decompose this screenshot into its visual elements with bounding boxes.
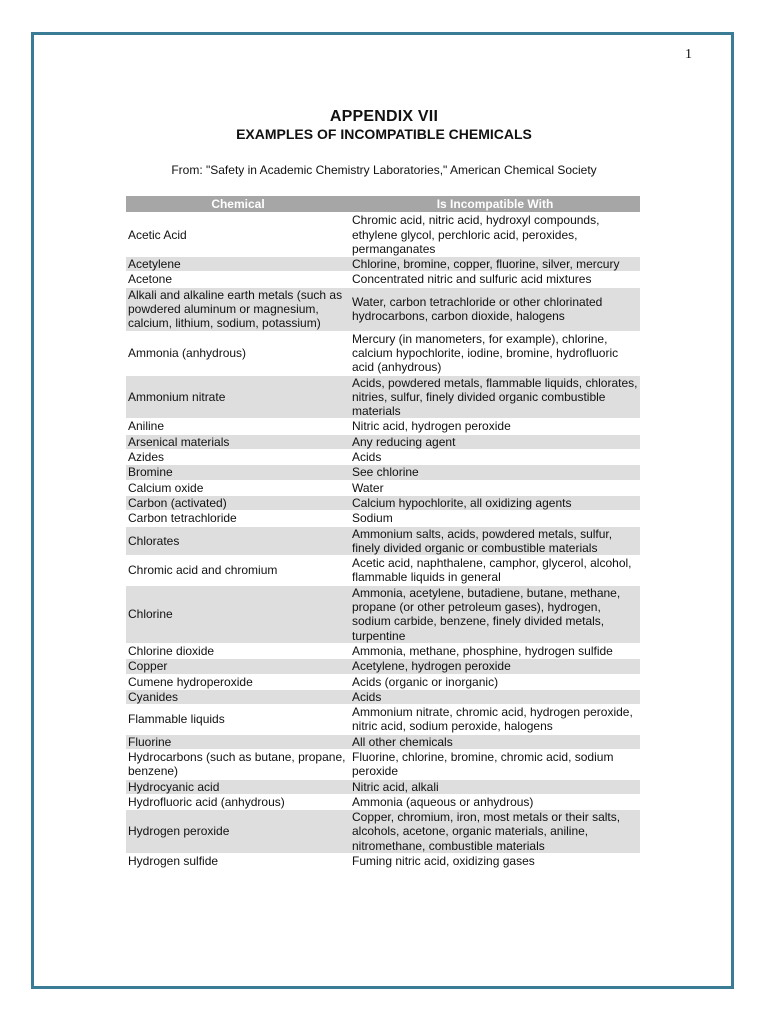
page-title: APPENDIX VII [329,108,439,125]
incompatible-cell: Acids [352,450,382,465]
chemical-cell: Acetylene [126,257,350,272]
incompatible-cell: See chlorine [350,465,640,480]
incompatible-cell: Acetylene, hydrogen peroxide [350,659,640,674]
table-row [126,810,640,854]
table-row [126,526,640,556]
incompatible-cell: Chlorine, bromine, copper, fluorine, silver, mercury [350,257,640,272]
table-row [126,450,640,465]
incompatible-cell: Acids [350,689,640,704]
incompatible-cell: Water [352,480,384,495]
table-row [126,674,640,689]
chemical-cell: Azides [128,450,165,465]
incompatible-cell: Ammonia (aqueous or anhydrous) [352,794,534,809]
incompatible-cell: Ammonium salts, acids, powdered metals, sulfur, finely divided organic or combustible materials [350,526,640,556]
table-row [126,689,640,704]
incompatible-cell: Calcium hypochlorite, all oxidizing agents [350,495,640,510]
table-row [126,495,640,510]
table-row [126,465,640,480]
table-row [126,272,640,287]
table-row [126,659,640,674]
table-row [126,434,640,449]
chemical-cell: Hydrocarbons (such as butane, propane, benzene) [128,749,346,779]
table-row [126,257,640,272]
chemical-cell: Hydrogen sulfide [128,854,219,869]
incompatible-cell: Acetic acid, naphthalene, camphor, glycerol, alcohol, flammable liquids in general [352,556,632,585]
table-row [126,705,640,735]
incompatible-cell: Sodium [352,511,393,526]
chemical-cell: Chromic acid and chromium [128,563,278,578]
incompatible-cell: Water, carbon tetrachloride or other chlorinated hydrocarbons, carbon dioxide, halogens [350,287,640,331]
table-row [126,213,640,257]
table-header-row [126,196,640,213]
table-row [126,419,640,434]
chemical-cell: Flammable liquids [128,712,225,727]
incompatible-cell: Any reducing agent [350,434,640,449]
header-incompatible-with: Is Incompatible With [350,196,640,213]
incompatible-cell: Nitric acid, alkali [350,779,640,794]
chemical-cell: Chlorates [126,526,350,556]
incompatible-cell: Ammonium nitrate, chromic acid, hydrogen peroxide, nitric acid, sodium peroxide, halogens [352,705,633,734]
table-row [126,643,640,658]
source-citation: From: "Safety in Academic Chemistry Laboratories," American Chemical Society [171,163,597,177]
chemical-cell: Chlorine [126,585,350,643]
table-body [126,213,640,869]
incompatible-cell: Mercury (in manometers, for example), chlorine, calcium hypochlorite, iodine, bromine, hydrofluoric acid (anhydrous) [352,331,619,375]
chemical-cell: Copper [126,659,350,674]
chemical-cell: Arsenical materials [126,434,350,449]
chemical-cell: Hydrogen peroxide [126,810,350,854]
table-row [126,556,640,586]
chemical-cell: Fluorine [126,734,350,749]
incompatible-cell: Fuming nitric acid, oxidizing gases [352,854,535,869]
table-row [126,794,640,809]
chemical-cell: Hydrocyanic acid [126,779,350,794]
chemical-cell: Hydrofluoric acid (anhydrous) [128,794,285,809]
incompatible-cell: Chromic acid, nitric acid, hydroxyl compounds, ethylene glycol, perchloric acid, peroxides, permanganates [352,213,600,256]
incompatible-cell: All other chemicals [350,734,640,749]
chemical-cell: Bromine [126,465,350,480]
table-row [126,585,640,643]
table-row [126,779,640,794]
chemical-cell: Ammonium nitrate [126,375,350,419]
chemical-cell: Carbon (activated) [126,495,350,510]
table-row [126,375,640,419]
table-row [126,734,640,749]
incompatible-cell: Ammonia, methane, phosphine, hydrogen sulfide [352,643,613,658]
incompatible-cell: Nitric acid, hydrogen peroxide [352,419,511,434]
incompatible-cell: Copper, chromium, iron, most metals or their salts, alcohols, acetone, organic materials, aniline, nitromethane, combustible materials [350,810,640,854]
header-chemical: Chemical [126,196,350,213]
page-subtitle: EXAMPLES OF INCOMPATIBLE CHEMICALS [236,126,532,142]
incompatible-cell: Acids (organic or inorganic) [352,674,499,689]
incompatible-cell: Fluorine, chlorine, bromine, chromic acid, sodium peroxide [352,749,614,779]
incompatible-chemicals-table [126,196,640,869]
chemical-cell: Calcium oxide [128,480,204,495]
chemical-cell: Acetone [128,272,173,287]
chemical-cell: Aniline [128,419,165,434]
table-row [126,331,640,375]
table-row [126,287,640,331]
incompatible-cell: Concentrated nitric and sulfuric acid mixtures [352,272,592,287]
chemical-cell: Cumene hydroperoxide [128,674,253,689]
chemical-cell: Carbon tetrachloride [128,511,237,526]
chemical-cell: Ammonia (anhydrous) [128,345,247,360]
incompatible-cell: Acids, powdered metals, flammable liquids, chlorates, nitries, sulfur, finely divided organic combustible materials [350,375,640,419]
incompatible-cell: Ammonia, acetylene, butadiene, butane, methane, propane (or other petroleum gases), hydrogen, sodium carbide, benzene, finely divided metals, turpentine [350,585,640,643]
chemical-cell: Cyanides [126,689,350,704]
chemical-cell: Alkali and alkaline earth metals (such as powdered aluminum or magnesium, calcium, lithium, sodium, potassium) [126,287,350,331]
table-row [126,511,640,526]
chemical-cell: Chlorine dioxide [128,643,215,658]
table-row [126,854,640,869]
page-number: 1 [685,47,692,62]
table-row [126,749,640,779]
chemical-cell: Acetic Acid [128,227,187,242]
table-row [126,480,640,495]
